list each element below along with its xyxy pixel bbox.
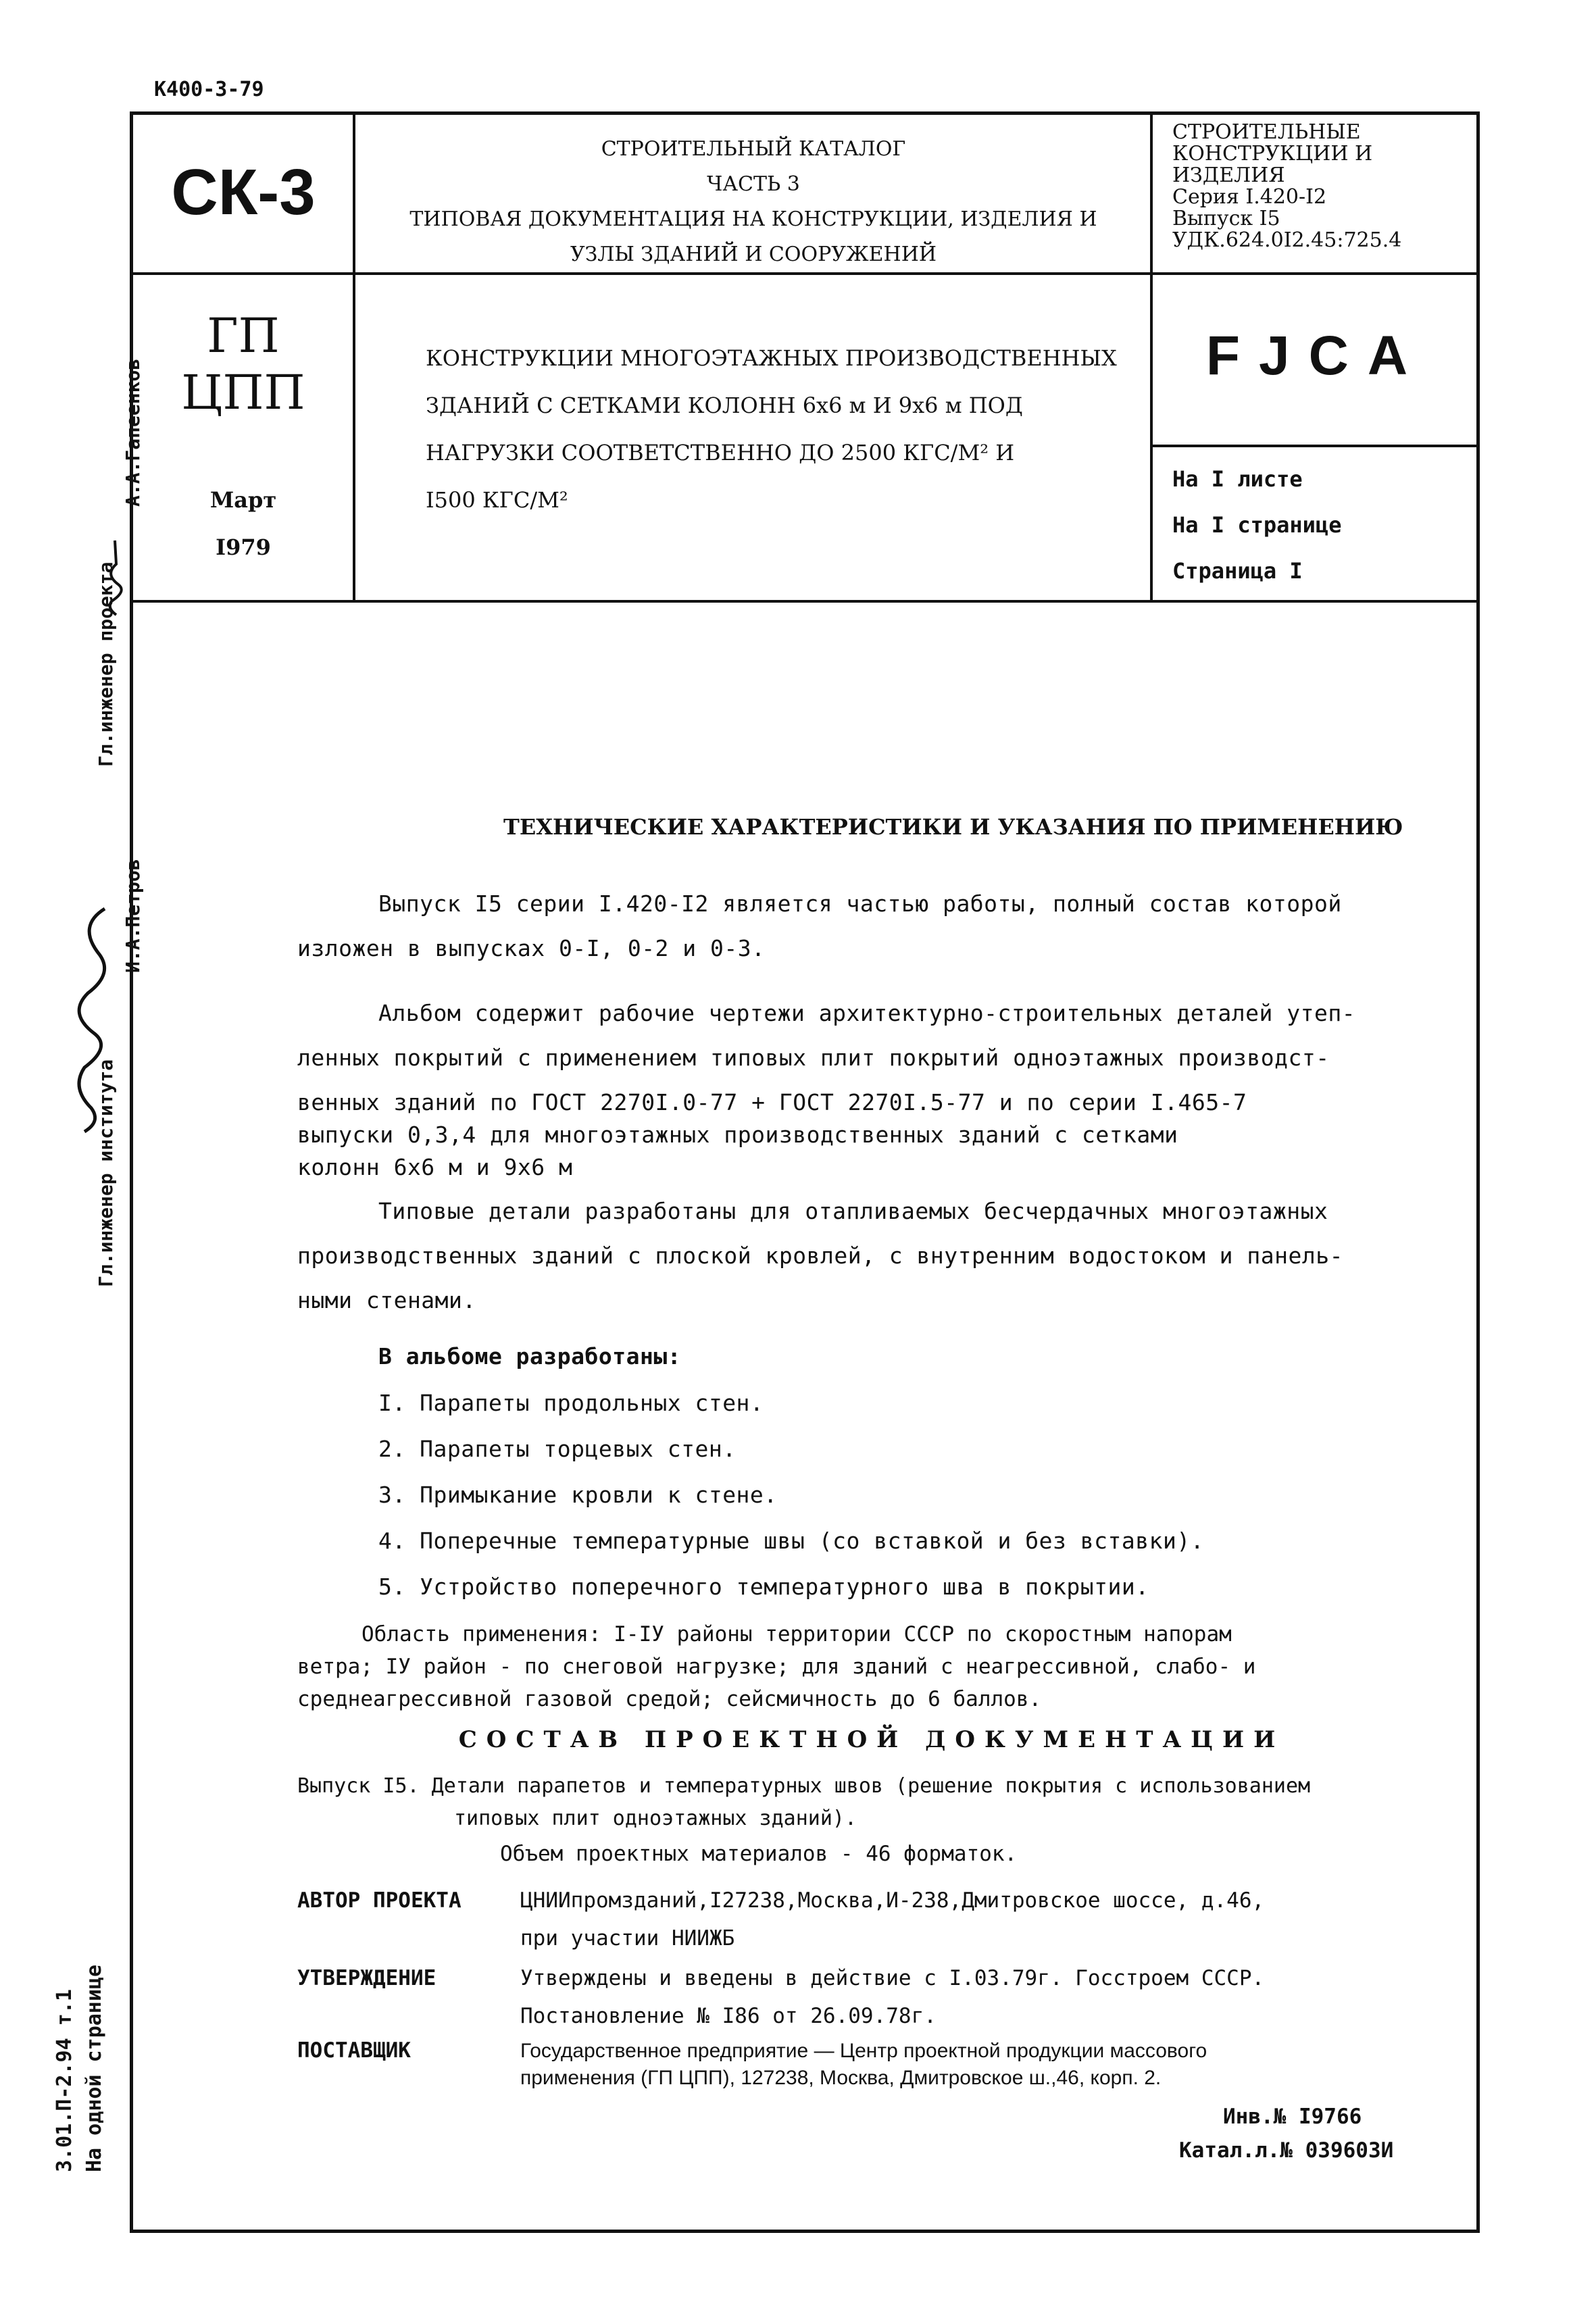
paragraph-3: производственных зданий с плоской кровлей, с внутренним водостоком и панель- ными стенами. — [297, 1242, 1343, 1313]
chief-engineer-institute-title: Гл.инженер института — [95, 1059, 117, 1287]
approval-label: УТВЕРЖДЕНИЕ — [297, 1966, 437, 1990]
application-area: Область применения: I-IУ районы территории СССР по скоростным напорам — [361, 1622, 1232, 1646]
header-divider-right — [1150, 445, 1480, 447]
catalog-logo: СК-3 — [171, 156, 316, 228]
supplier-block: ПОСТАВЩИК Государственное предприятие — Центр проектной продукции массового применения (ГП ЦПП), 127238, Москва, Дмитровское ш.,46, корп. 2. — [297, 2038, 1207, 2089]
header-col-divider-1 — [353, 111, 355, 601]
paragraph-2-line-1: Альбом содержит рабочие чертежи архитектурно-строительных деталей утеп- — [378, 1000, 1356, 1026]
paragraph-2: ленных покрытий с применением типовых плит покрытий одноэтажных производст- венных зданий по ГОСТ 2270I.0-77 + ГОСТ 2270I.5-77 и по серии I.465-7 выпуски 0,3,4 для многоэтажных производственных зданий с сетками колонн 6х6 м и 9х6 м — [297, 1045, 1330, 1180]
chief-engineer-project-name: А.А.Гапеенков — [122, 358, 144, 507]
header-divider-1 — [130, 272, 1480, 275]
list-item: 4. Поперечные температурные швы (со вставкой и без вставки). — [378, 1528, 1205, 1554]
volume: Объем проектных материалов - 46 форматок. — [500, 1842, 1018, 1866]
issue-description: Выпуск I5. Детали парапетов и температурных швов (решение покрытия с использованием типовых плит одноэтажных зданий). — [297, 1774, 1311, 1830]
supplier-label: ПОСТАВЩИК — [297, 2038, 411, 2063]
classification-code: FJCA — [1205, 325, 1427, 386]
list-item: 2. Парапеты торцевых стен. — [378, 1436, 737, 1462]
paragraph-1: Выпуск I5 серии I.420-I2 является частью работы, полный состав которой — [378, 890, 1342, 917]
inventory-number: Инв.№ I9766 — [1223, 2105, 1362, 2129]
document-title: КОНСТРУКЦИИ МНОГОЭТАЖНЫХ ПРОИЗВОДСТВЕННЫХ ЗДАНИЙ С СЕТКАМИ КОЛОНН 6х6 м И 9х6 м ПОД НАГРУЗКИ СООТВЕТСТВЕННО ДО 2500 КГС/М² И I500 КГС/М² — [426, 345, 1117, 513]
issue-date: Март I979 — [209, 487, 277, 560]
bottom-note: На одной странице — [82, 1964, 106, 2172]
chief-engineer-project-title: Гл.инженер проекта — [95, 561, 117, 767]
details-list — [378, 1380, 1460, 1610]
header-divider-2 — [130, 600, 1480, 603]
organization: ГП ЦПП — [181, 308, 305, 420]
composition-heading: СОСТАВ ПРОЕКТНОЙ ДОКУМЕНТАЦИИ — [458, 1726, 1285, 1753]
document-code: К400-3-79 — [154, 78, 264, 101]
series-info: СТРОИТЕЛЬНЫЕ КОНСТРУКЦИИ И ИЗДЕЛИЯ Серия I.420-I2 Выпуск I5 УДК.624.0I2.45:725.4 — [1172, 120, 1402, 252]
signature-1 — [101, 537, 128, 618]
list-title: В альбоме разработаны: — [378, 1343, 682, 1369]
catalog-title: СТРОИТЕЛЬНЫЙ КАТАЛОГ ЧАСТЬ 3 ТИПОВАЯ ДОКУМЕНТАЦИЯ НА КОНСТРУКЦИИ, ИЗДЕЛИЯ И УЗЛЫ ЗДАНИЙ И СООРУЖЕНИЙ — [409, 137, 1097, 266]
bottom-code: 3.01.П-2.94 т.1 — [53, 1989, 76, 2172]
chief-engineer-institute-name: И.А.Петров — [122, 859, 144, 973]
application-area-line-2: ветра; IУ район - по снеговой нагрузке; для зданий с неагрессивной, слабо- и — [297, 1655, 1256, 1679]
approval-block: УТВЕРЖДЕНИЕ Утверждены и введены в действие с I.03.79г. Госстроем СССР. Постановление № I86 от 26.09.78г. — [297, 1959, 1476, 2035]
paragraph-3-line-1: Типовые детали разработаны для отапливаемых бесчердачных многоэтажных — [378, 1198, 1328, 1224]
catalog-sheet-number: Катал.л.№ 039603И — [1179, 2138, 1394, 2163]
paragraph-1-line-2: изложен в выпусках 0-I, 0-2 и 0-3. — [297, 935, 766, 961]
author-label: АВТОР ПРОЕКТА — [297, 1888, 462, 1913]
list-item: 5. Устройство поперечного температурного шва в покрытии. — [378, 1574, 1149, 1600]
list-item: I. Парапеты продольных стен. — [378, 1390, 764, 1416]
sheet-info: На I листе На I странице Страница I — [1172, 466, 1342, 584]
list-item: 3. Примыкание кровли к стене. — [378, 1482, 778, 1508]
application-area-line-3: среднеагрессивной газовой средой; сейсмичность до 6 баллов. — [297, 1687, 1042, 1711]
section-heading: ТЕХНИЧЕСКИЕ ХАРАКТЕРИСТИКИ И УКАЗАНИЯ ПО ПРИМЕНЕНИЮ — [503, 814, 1403, 840]
author-block: АВТОР ПРОЕКТА ЦНИИпромзданий,I27238,Москва,И-238,Дмитровское шоссе, д.46, при участии НИИЖБ — [297, 1882, 1476, 1957]
